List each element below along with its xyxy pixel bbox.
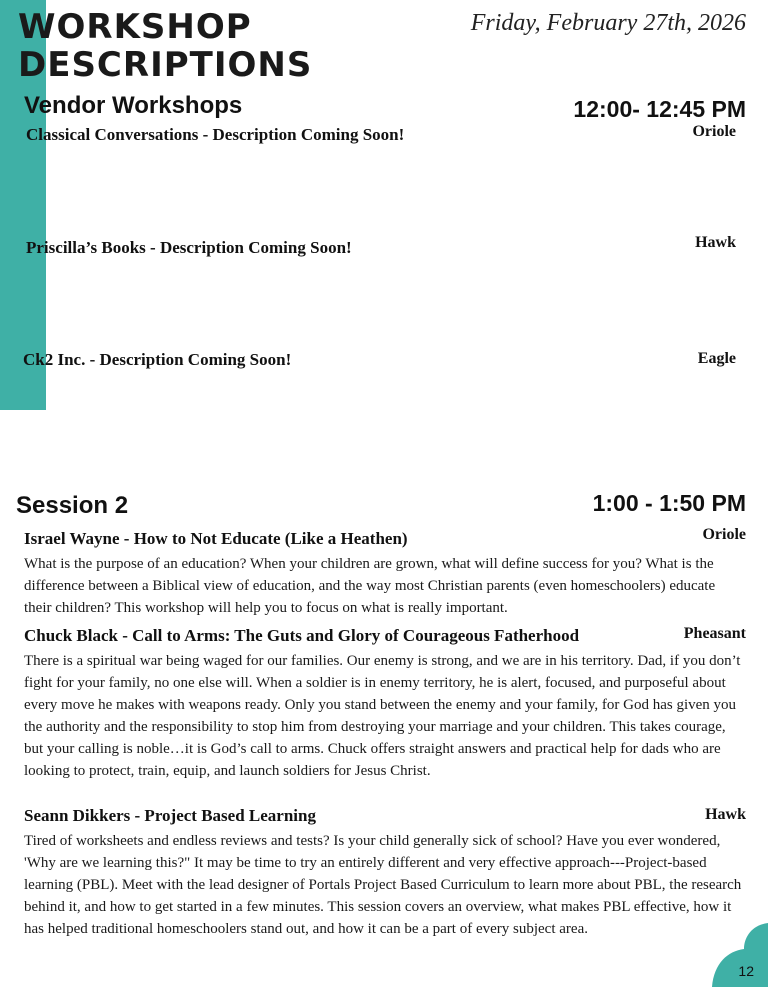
workshop-description: There is a spiritual war being waged for our families. Our enemy is strong, and we are in his territory. Dad, if you don’t fight for your family, no one else will. When a soldier is in enemy territory, he is alert, focused, and purposeful about every move he makes with weapons ready. Only you stand between the enemy and your family, for God has given you the authority and the responsibility to stop him from destroying your marriage and your children. This takes courage, but your calling is noble…it is God’s call to arms. Chuck offers straight answers and practical help for dads who are looking to protect, train, equip, and launch soldiers for Jesus Christ. xyxy=(24,653,741,779)
session-heading: Session 2 xyxy=(16,492,129,519)
vendor-item: Ck2 Inc. - Description Coming Soon! xyxy=(23,350,292,369)
event-date: Friday, February 27th, 2026 xyxy=(470,10,746,36)
workshop-room: Hawk xyxy=(705,806,746,823)
session-time: 1:00 - 1:50 PM xyxy=(592,490,746,516)
vendor-item: Classical Conversations - Description Coming Soon! xyxy=(26,125,405,144)
workshop-title: Israel Wayne - How to Not Educate (Like a Heathen) xyxy=(24,529,408,548)
vendor-room: Oriole xyxy=(692,123,736,140)
page-number: 12 xyxy=(738,963,754,979)
workshop-title: Chuck Black - Call to Arms: The Guts and Glory of Courageous Fatherhood xyxy=(24,626,580,645)
vendor-room: Hawk xyxy=(695,234,736,251)
workshop-description: What is the purpose of an education? When your children are grown, what will define success for you? What is the difference between a Biblical view of education, and the way most Christian parents (even homeschoolers) educate their children? This workshop will help you to focus on what is really important. xyxy=(24,556,716,616)
workshop-room: Oriole xyxy=(702,526,746,543)
workshop-room: Pheasant xyxy=(683,625,746,642)
workshop-description: Tired of worksheets and endless reviews and tests? Is your child generally sick of school? Have you ever wondered, 'Why are we learning this?" It may be time to try an entirely different and very effective approach---Project-based learning (PBL). Meet with the lead designer of Portals Project Based Curriculum to learn more about PBL, the research behind it, and how to get started in a few minutes. This session covers an overview, what makes PBL effective, how it has helped traditional homeschoolers stand out, and how it can be a part of every subject area. xyxy=(24,833,742,937)
vendor-room: Eagle xyxy=(697,350,736,367)
page-title-line2: DESCRIPTIONS xyxy=(18,45,313,85)
vendor-time: 12:00- 12:45 PM xyxy=(573,96,746,122)
page-title-line1: WORKSHOP xyxy=(18,7,252,47)
workshop-title: Seann Dikkers - Project Based Learning xyxy=(24,806,316,825)
vendor-heading: Vendor Workshops xyxy=(24,92,243,119)
vendor-item: Priscilla’s Books - Description Coming Soon! xyxy=(26,238,352,257)
